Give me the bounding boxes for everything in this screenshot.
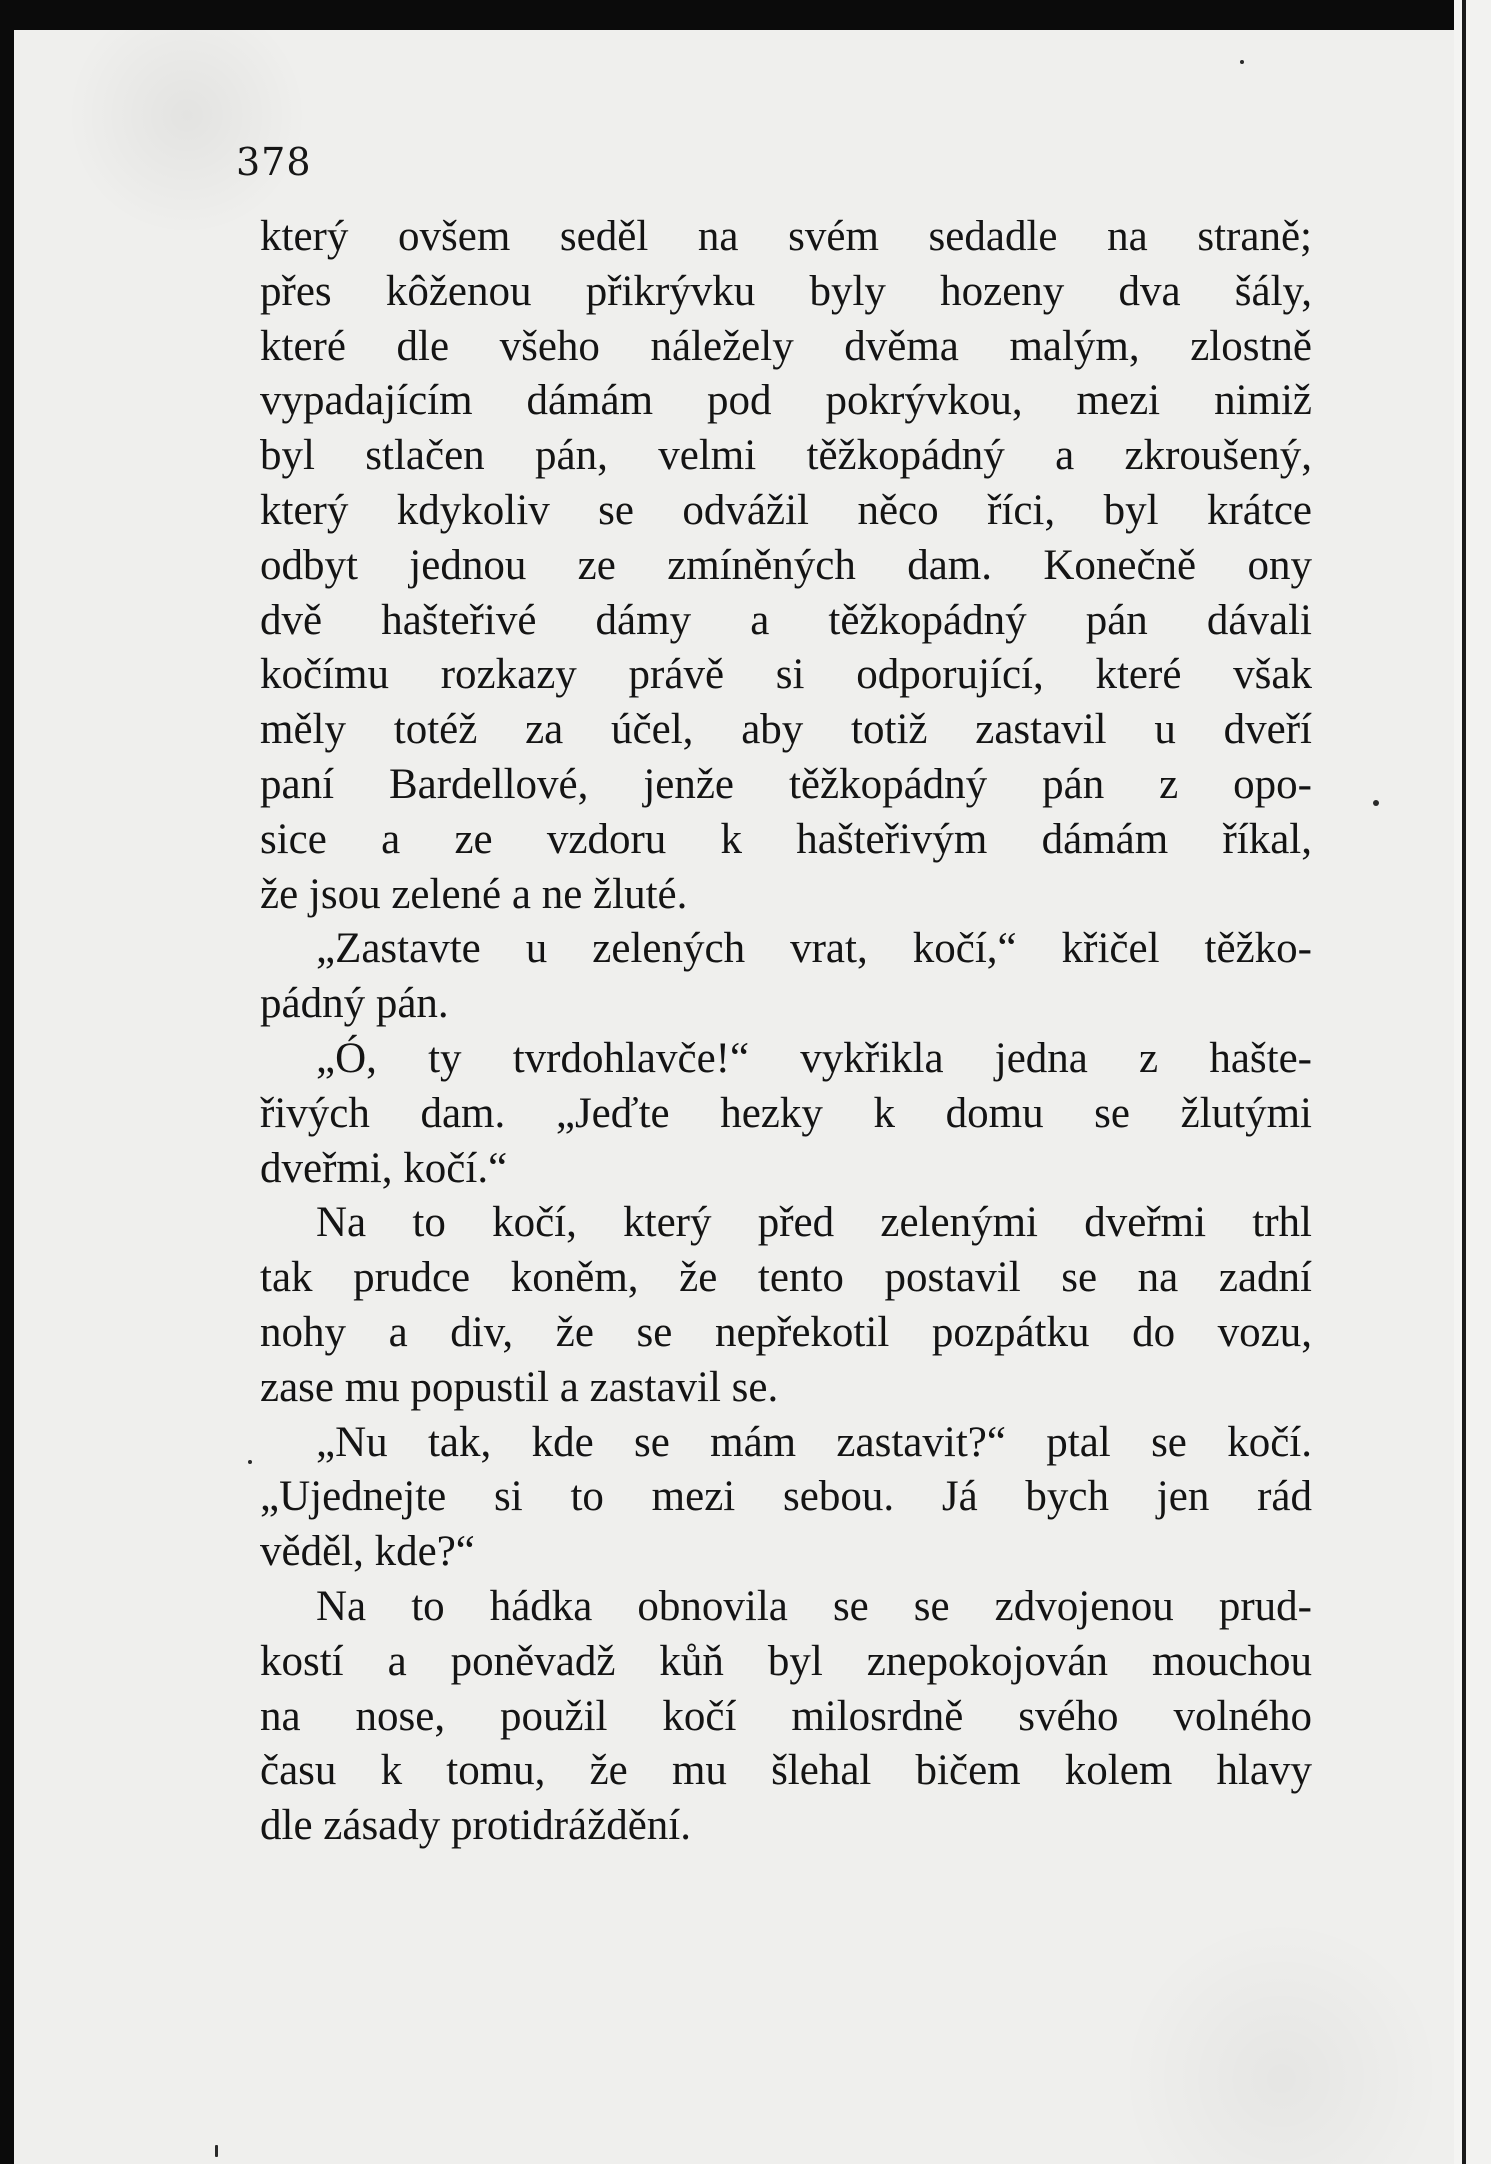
body-text [260, 210, 1312, 1854]
text-line: který kdykoliv se odvážil něco říci, byl krátce [260, 486, 1312, 534]
text-line: přes kôženou přikrývku byly hozeny dva šály, [260, 267, 1312, 315]
text-line: dle zásady protidráždění. [260, 1802, 692, 1850]
paragraph [260, 922, 1312, 1032]
paragraph [260, 1580, 1312, 1854]
text-line: „Nu tak, kde se mám zastavit?“ ptal se kočí. [316, 1418, 1312, 1466]
scan-speck [215, 2145, 218, 2157]
text-line: že jsou zelené a ne žluté. [260, 870, 688, 918]
text-line: Na to hádka obnovila se se zdvojenou prud- [316, 1582, 1312, 1630]
paragraph [260, 1196, 1312, 1415]
page-number-text: 378 [236, 140, 312, 184]
text-line: paní Bardellové, jenže těžkopádný pán z opo- [260, 760, 1312, 808]
text-line: kočímu rozkazy právě si odporující, které však [260, 651, 1312, 699]
text-line: času k tomu, že mu šlehal bičem kolem hlavy [260, 1747, 1312, 1795]
paragraph [260, 210, 1312, 922]
text-line: „Ujednejte si to mezi sebou. Já bych jen rád [260, 1473, 1312, 1521]
text-line: dveřmi, kočí.“ [260, 1144, 508, 1192]
page-number [236, 140, 312, 184]
text-line: „Ó, ty tvrdohlavče!“ vykřikla jedna z hašte- [316, 1034, 1312, 1082]
paragraph [260, 1032, 1312, 1196]
text-line: tak prudce koněm, že tento postavil se na zadní [260, 1254, 1312, 1302]
text-line: měly totéž za účel, aby totiž zastavil u dveří [260, 706, 1312, 754]
text-line: byl stlačen pán, velmi těžkopádný a zkroušený, [260, 432, 1312, 480]
text-line: zase mu popustil a zastavil se. [260, 1363, 779, 1411]
paragraph [260, 1416, 1312, 1580]
scan-speck [1240, 60, 1244, 64]
text-line: na nose, použil kočí milosrdně svého volného [260, 1692, 1312, 1740]
scan-speck [1373, 800, 1379, 806]
text-line: pádný pán. [260, 980, 449, 1028]
text-line: věděl, kde?“ [260, 1528, 475, 1576]
text-line: odbyt jednou ze zmíněných dam. Konečně ony [260, 541, 1312, 589]
text-line: který ovšem seděl na svém sedadle na straně; [260, 213, 1312, 260]
scan-speck [248, 1460, 252, 1464]
text-line: dvě hašteřivé dámy a těžkopádný pán dávali [260, 596, 1312, 644]
text-line: vypadajícím dámám pod pokrývkou, mezi nimiž [260, 377, 1312, 425]
text-line: „Zastavte u zelených vrat, kočí,“ křičel těžko- [316, 925, 1312, 973]
text-line: které dle všeho náležely dvěma malým, zlostně [260, 322, 1312, 370]
text-line: nohy a div, že se nepřekotil pozpátku do vozu, [260, 1308, 1312, 1356]
text-line: kostí a poněvadž kůň byl znepokojován mouchou [260, 1637, 1312, 1685]
text-line: řivých dam. „Jeďte hezky k domu se žlutými [260, 1089, 1312, 1137]
text-line: Na to kočí, který před zelenými dveřmi trhl [316, 1199, 1312, 1247]
right-margin [1466, 0, 1491, 2164]
text-line: sice a ze vzdoru k hašteřivým dámám říkal, [260, 815, 1312, 863]
